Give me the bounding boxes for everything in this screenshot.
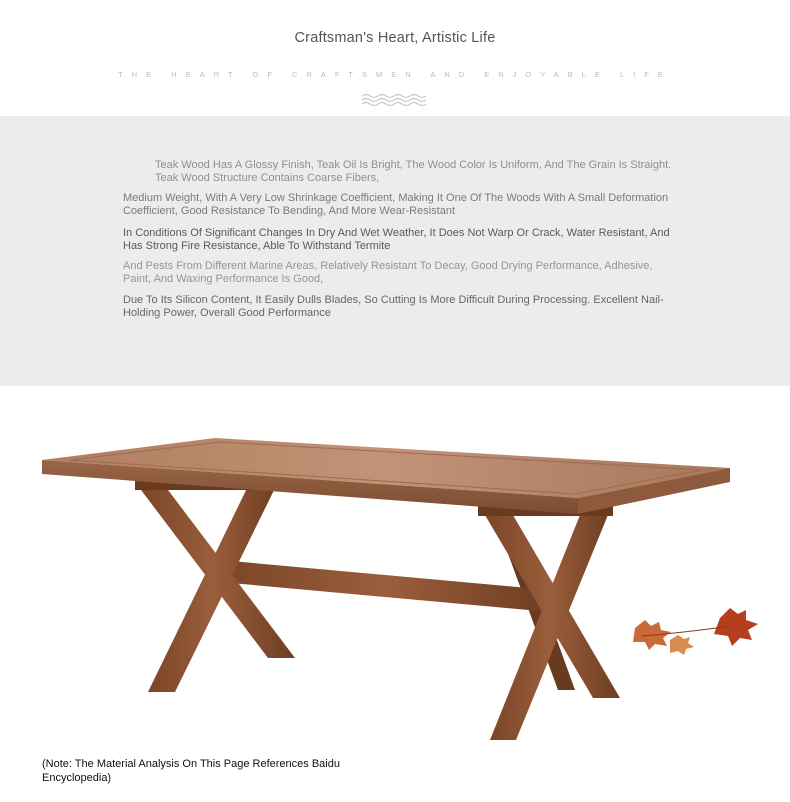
description-paragraph: Teak Wood Has A Glossy Finish, Teak Oil Is Bright, The Wood Color Is Uniform, And The Grain Is Straight. Teak Wood Structure Contains Coarse Fibers, xyxy=(155,159,672,184)
description-paragraph: Medium Weight, With A Very Low Shrinkage Coefficient, Making It One Of The Woods With A Small Deformation Coefficient, Good Resistance To Bending, And More Wear-Resistant xyxy=(123,192,669,217)
wave-ornament-icon xyxy=(360,92,430,108)
source-note: (Note: The Material Analysis On This Page References Baidu Encyclopedia) xyxy=(42,758,340,784)
page-subtitle: THE HEART OF CRAFTSMEN AND ENJOYABLE LIFE xyxy=(118,70,672,79)
description-paragraph: Due To Its Silicon Content, It Easily Dulls Blades, So Cutting Is More Difficult During Processing. Excellent Nail-Holding Power, Overall Good Performance xyxy=(123,294,664,319)
teak-table-image xyxy=(30,400,790,750)
page-title: Craftsman's Heart, Artistic Life xyxy=(294,30,496,46)
description-paragraph: And Pests From Different Marine Areas, Relatively Resistant To Decay, Good Drying Performance, Adhesive, Paint, And Waxing Performance Is Good, xyxy=(123,260,653,285)
autumn-leaves-icon xyxy=(633,608,758,655)
header xyxy=(0,0,790,116)
description-paragraph: In Conditions Of Significant Changes In Dry And Wet Weather, It Does Not Warp Or Crack, Water Resistant, And Has Strong Fire Resistance, Able To Withstand Termite xyxy=(123,227,670,252)
